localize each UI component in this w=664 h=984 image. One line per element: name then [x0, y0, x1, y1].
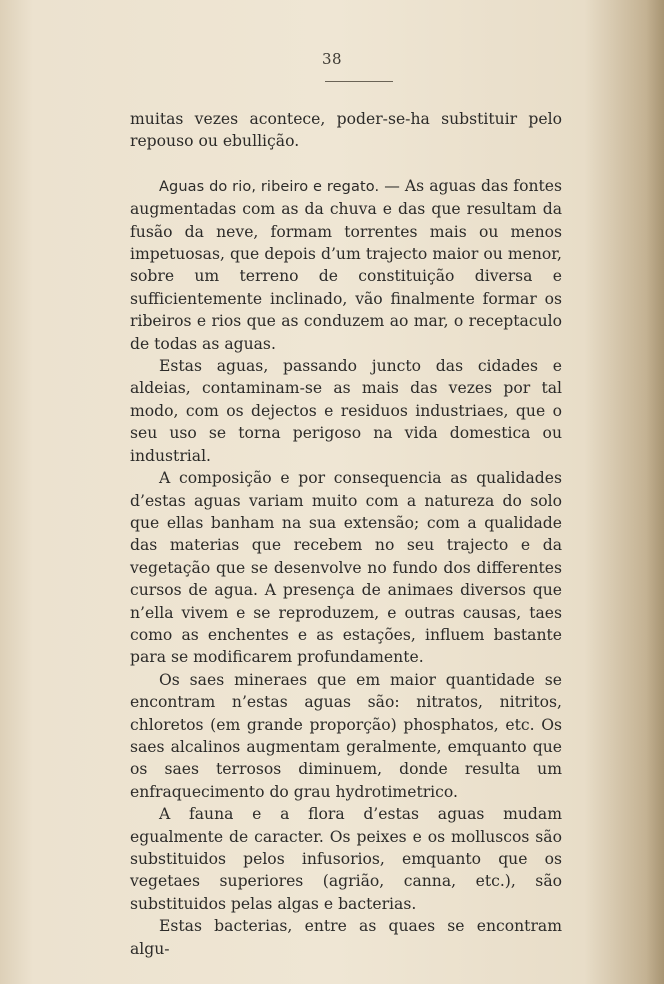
paragraph [130, 355, 562, 467]
paragraph [130, 669, 562, 803]
paragraph-text: A composição e por consequencia as qualidades d’estas aguas variam muito com a natureza do solo que ellas banham na sua extensão; com a qualidade das materias que recebem no seu trajecto e da vegetação que se desenvolve no fundo dos differentes cursos de agua. A presença de animaes diversos que n’ella vivem e se reproduzem, e outras causas, taes como as enchentes e as estações, influem bastante para se modificarem profundamente. [130, 469, 562, 667]
paragraph-text: muitas vezes acontece, poder-se-ha substituir pelo repouso ou ebullição. [130, 110, 562, 151]
paragraph-text: Estas bacterias, entre as quaes se encontram algu- [130, 917, 562, 958]
page-number: 38 [321, 50, 343, 68]
body-text [130, 108, 562, 960]
paragraph [130, 175, 562, 355]
paragraph-text: — As aguas das fontes augmentadas com as da chuva e das que resultam da fusão da neve, formam torrentes mais ou menos impetuosas, que depois d’um trajecto maior ou menor, sobre um terreno de constituição diversa e sufficientemente inclinado, vão finalmente formar os ribeiros e rios que as conduzem ao mar, o receptaculo de todas as aguas. [130, 176, 562, 353]
paragraph [130, 915, 562, 960]
header-rule [325, 81, 393, 82]
paragraph [130, 803, 562, 915]
paragraph-text: Os saes mineraes que em maior quantidade se encontram n’estas aguas são: nitratos, nitritos, chloretos (em grande proporção) phosphatos, etc. Os saes alcalinos augmentam geralmente, emquanto que os saes terrosos diminuem, donde resulta um enfraquecimento do grau hydrotimetrico. [130, 670, 562, 801]
paragraph [130, 108, 562, 153]
paragraph [130, 467, 562, 669]
paragraph-text: A fauna e a flora d’estas aguas mudam egualmente de caracter. Os peixes e os molluscos são substituidos pelos infusorios, emquanto que os vegetaes superiores (agrião, canna, etc.), são substituidos pelas algas e bacterias. [130, 805, 562, 913]
section-heading: Aguas do rio, ribeiro e regato. [159, 178, 380, 195]
page-edge-shadow [646, 0, 664, 984]
paragraph-text: Estas aguas, passando juncto das cidades e aldeias, contaminam-se as mais das vezes por tal modo, com os dejectos e residuos industriaes, que o seu uso se torna perigoso na vida domestica ou industrial. [130, 357, 562, 465]
